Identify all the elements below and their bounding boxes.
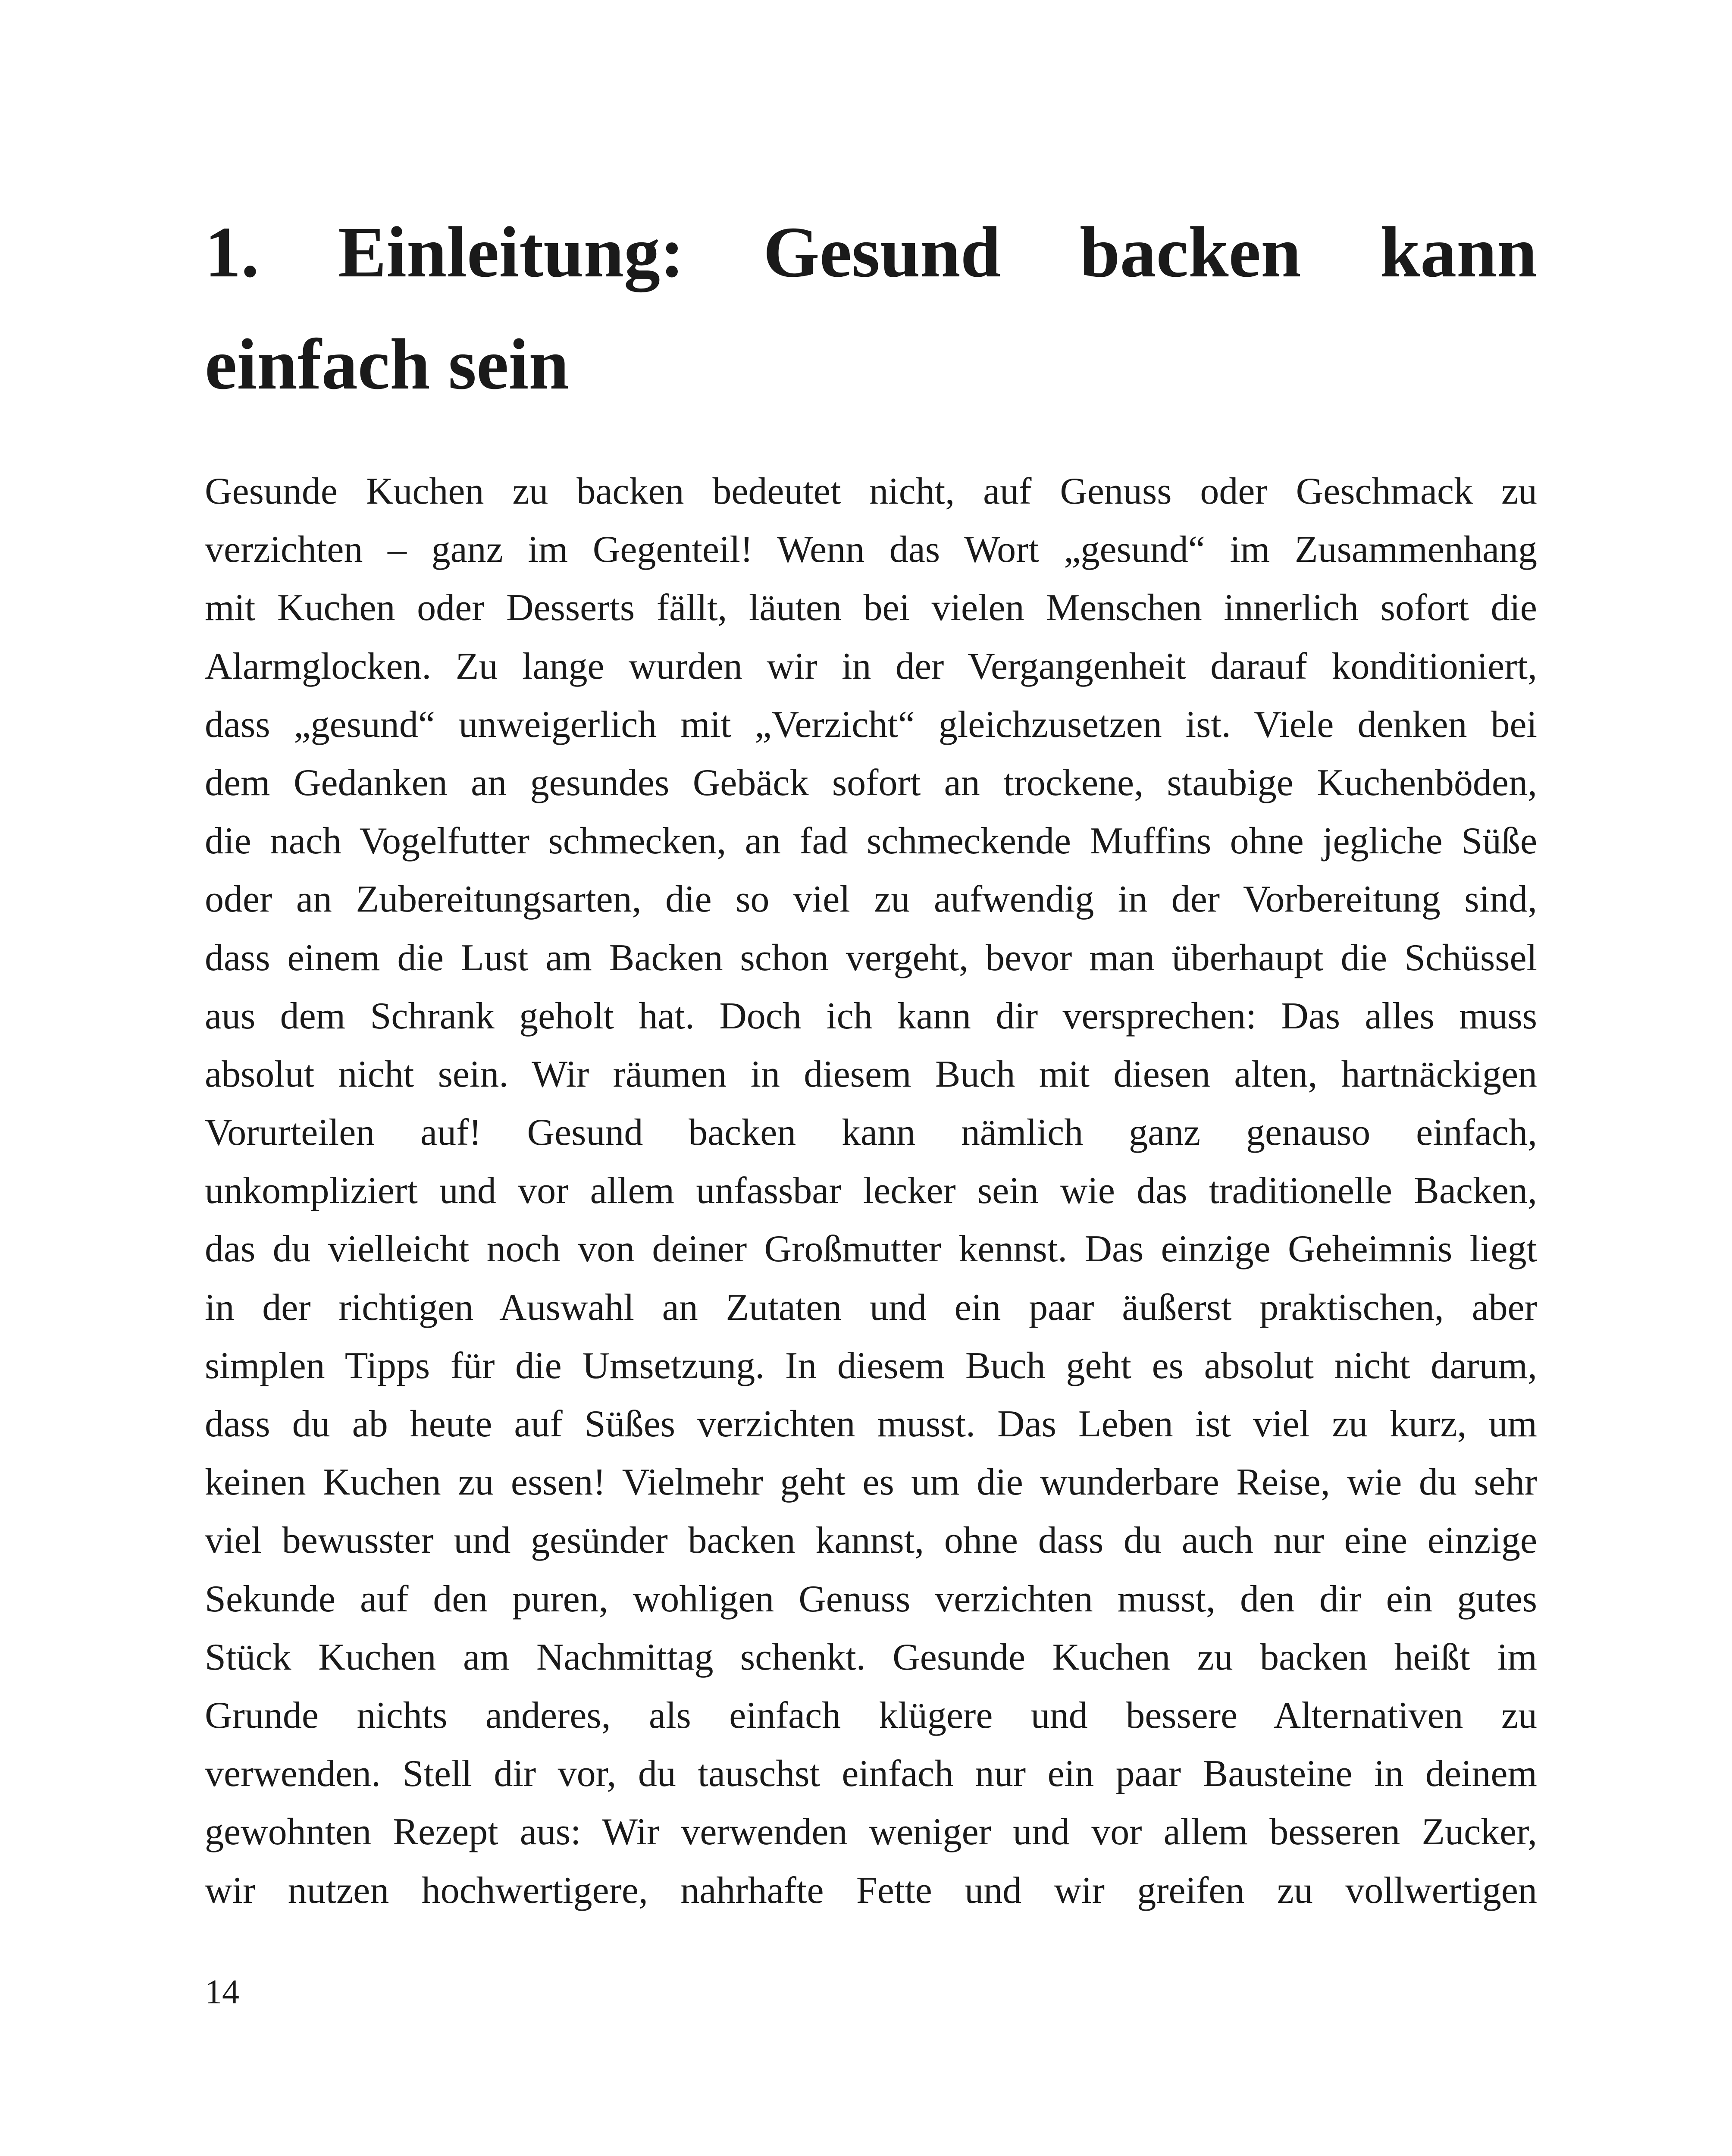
text-line: dass du ab heute auf Süßes verzichten musst. Das Leben ist viel zu kurz, um [205, 1403, 1537, 1445]
text-line: dass „gesund“ unweigerlich mit „Verzicht“ gleichzusetzen ist. Viele denken bei [205, 703, 1537, 746]
text-line: mit Kuchen oder Desserts fällt, läuten bei vielen Menschen innerlich sofort die [205, 587, 1537, 629]
text-line: dem Gedanken an gesundes Gebäck sofort an trockene, staubige Kuchenböden, [205, 761, 1537, 804]
text-line: aus dem Schrank geholt hat. Doch ich kann dir versprechen: Das alles muss [205, 995, 1537, 1037]
chapter-title: 1. Einleitung: Gesund backen kann einfach sein [205, 212, 1537, 404]
text-line: das du vielleicht noch von deiner Großmutter kennst. Das einzige Geheimnis liegt [205, 1228, 1537, 1270]
text-line: absolut nicht sein. Wir räumen in diesem Buch mit diesen alten, hartnäckigen [205, 1053, 1537, 1095]
text-line: Grunde nichts anderes, als einfach klügere und bessere Alternativen zu [205, 1694, 1537, 1736]
text-line: Gesunde Kuchen zu backen bedeutet nicht, auf Genuss oder Geschmack zu [205, 470, 1537, 512]
text-line: unkompliziert und vor allem unfassbar lecker sein wie das traditionelle Backen, [205, 1170, 1537, 1212]
text-line: in der richtigen Auswahl an Zutaten und ein paar äußerst praktischen, aber [205, 1286, 1537, 1329]
text-line: wir nutzen hochwertigere, nahrhafte Fette und wir greifen zu vollwertigen [205, 1869, 1537, 1912]
text-line: dass einem die Lust am Backen schon vergeht, bevor man überhaupt die Schüssel [205, 937, 1537, 979]
text-line: Sekunde auf den puren, wohligen Genuss verzichten musst, den dir ein gutes [205, 1578, 1537, 1620]
text-line: viel bewusster und gesünder backen kannst, ohne dass du auch nur eine einzige [205, 1520, 1537, 1562]
text-line: die nach Vogelfutter schmecken, an fad schmeckende Muffins ohne jegliche Süße [205, 820, 1537, 862]
text-line: Vorurteilen auf! Gesund backen kann nämlich ganz genauso einfach, [205, 1112, 1537, 1154]
text-line: Stück Kuchen am Nachmittag schenkt. Gesunde Kuchen zu backen heißt im [205, 1636, 1537, 1678]
text-line: verwenden. Stell dir vor, du tauschst einfach nur ein paar Bausteine in deinem [205, 1753, 1537, 1795]
text-line: gewohnten Rezept aus: Wir verwenden weniger und vor allem besseren Zucker, [205, 1811, 1537, 1853]
text-line: keinen Kuchen zu essen! Vielmehr geht es um die wunderbare Reise, wie du sehr [205, 1461, 1537, 1504]
page-number: 14 [205, 1973, 239, 2011]
text-line: Alarmglocken. Zu lange wurden wir in der Vergangenheit darauf konditioniert, [205, 645, 1537, 687]
text-line: oder an Zubereitungsarten, die so viel zu aufwendig in der Vorbereitung sind, [205, 878, 1537, 921]
body-paragraph [205, 462, 1537, 1920]
text-line: verzichten – ganz im Gegenteil! Wenn das Wort „gesund“ im Zusammenhang [205, 529, 1537, 571]
text-line: simplen Tipps für die Umsetzung. In diesem Buch geht es absolut nicht darum, [205, 1344, 1537, 1387]
